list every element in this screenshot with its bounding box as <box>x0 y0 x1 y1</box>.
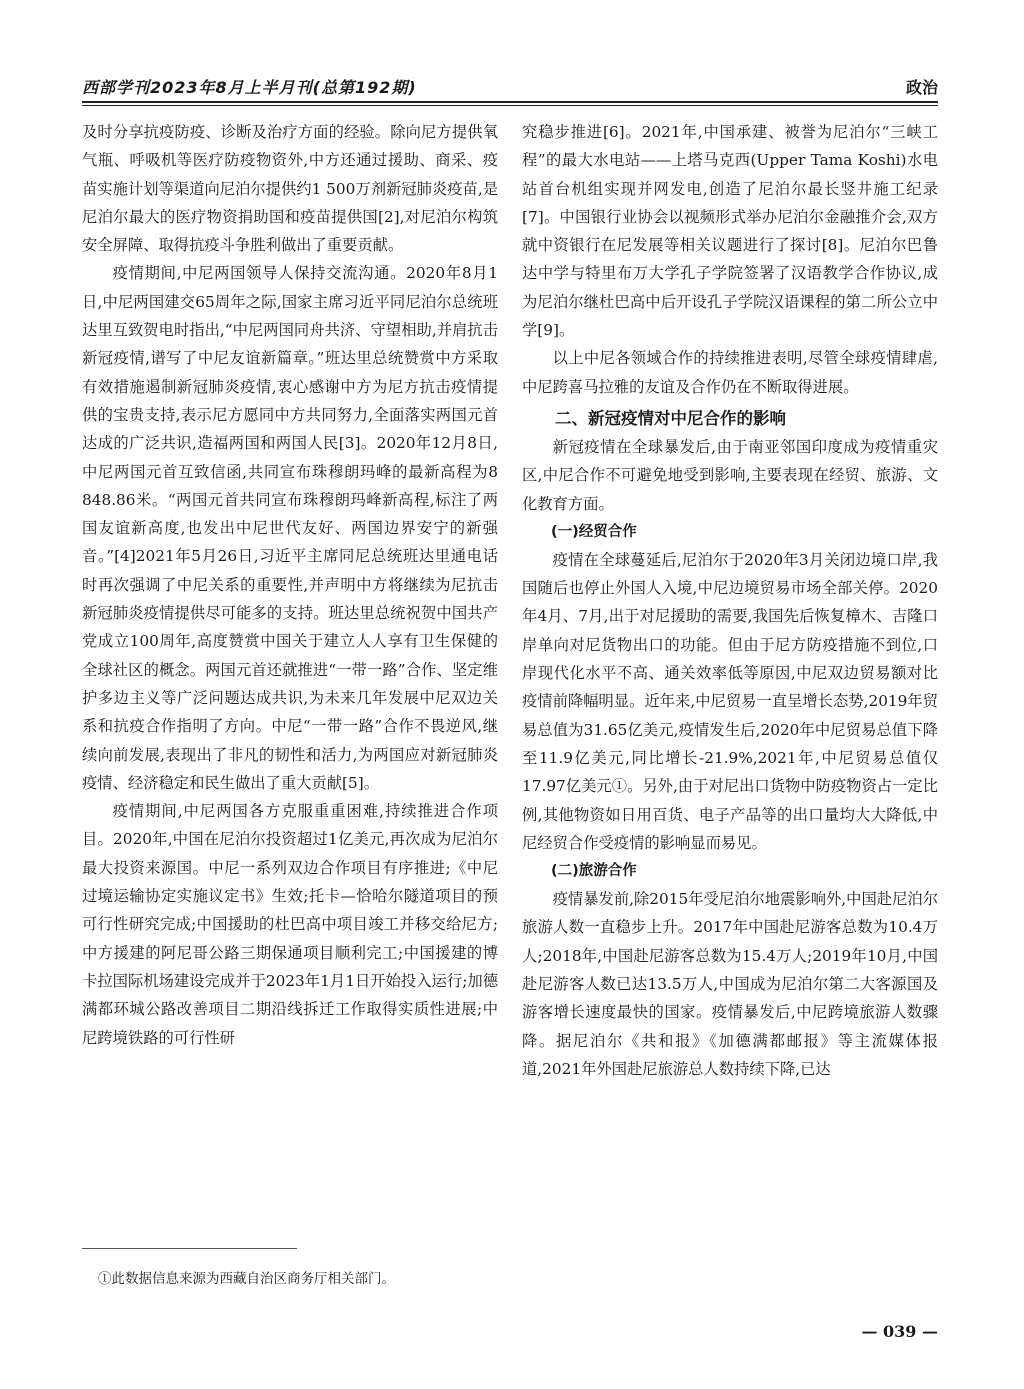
header-rule <box>82 101 938 103</box>
header-rule-thin <box>82 105 938 106</box>
section-label: 政治 <box>905 78 938 97</box>
paragraph: 究稳步推进[6]。2021年,中国承建、被誉为尼泊尔“三峡工程”的最大水电站——上塔马克西(Upper Tama Koshi)水电站首台机组实现并网发电,创造了尼泊尔最长竖井施工纪录[7]。中国银行业协会以视频形式举办尼泊尔金融推介会,双方就中资银行在尼发展等相关议题进行了探讨[8]。尼泊尔巴鲁达中学与特里布万大学孔子学院签署了汉语教学合作协议,成为尼泊尔继杜巴高中后开设孔子学院汉语课程的第二所公立中学[9]。 <box>522 123 938 340</box>
paragraph: 以上中尼各领域合作的持续推进表明,尽管全球疫情肆虐,中尼跨喜马拉雅的友谊及合作仍在不断取得进展。 <box>522 349 938 396</box>
paragraph: 疫情期间,中尼两国领导人保持交流沟通。2020年8月1日,中尼两国建交65周年之际,国家主席习近平同尼泊尔总统班达里互致贺电时指出,“中尼两国同舟共济、守望相助,并肩抗击新冠疫情,谱写了中尼友谊新篇章。”班达里总统赞赏中方采取有效措施遏制新冠肺炎疫情,衷心感谢中方为尼方抗击疫情提供的宝贵支持,表示尼方愿同中方共同努力,全面落实两国元首达成的广泛共识,造福两国和两国人民[3]。2020年12月8日,中尼两国元首互致信函,共同宣布珠穆朗玛峰的最新高程为8 848.86米。“两国元首共同宣布珠穆朗玛峰新高程,标注了两国友谊新高度,也发出中尼世代友好、两国边界安宁的新强音。”[4]2021年5月26日,习近平主席同尼总统班达里通电话时再次强调了中尼关系的重要性,并声明中方将继续为尼抗击新冠肺炎疫情提供尽可能多的支持。班达里总统祝贺中国共产党成立100周年,高度赞赏中国关于建立人人享有卫生保健的全球社区的概念。两国元首还就推进“一带一路”合作、坚定维护多边主义等广泛问题达成共识,为未来几年发展中尼双边关系和抗疫合作指明了方向。中尼“一带一路”合作不畏逆风,继续向前发展,表现出了非凡的韧性和活力,为两国应对新冠肺炎疫情、经济稳定和民生做出了重大贡献[5]。 <box>82 264 498 792</box>
paragraph: 新冠疫情在全球暴发后,由于南亚邻国印度成为疫情重灾区,中尼合作不可避免地受到影响,主要表现在经贸、旅游、文化教育方面。 <box>522 437 938 513</box>
paragraph: 疫情在全球蔓延后,尼泊尔于2020年3月关闭边境口岸,我国随后也停止外国人入境,中尼边境贸易市场全部关停。2020年4月、7月,出于对尼援助的需要,我国先后恢复樟木、吉隆口岸单向对尼货物出口的功能。但由于尼方防疫措施不到位,口岸现代化水平不高、通关效率低等原因,中尼双边贸易额对比疫情前降幅明显。近年来,中尼贸易一直呈增长态势,2019年贸易总值为31.65亿美元,疫情发生后,2020年中尼贸易总值下降至11.9亿美元,同比增长-21.9%,2021年,中尼贸易总值仅17.97亿美元①。另外,由于对尼出口货物中防疫物资占一定比例,其他物资如日用百货、电子产品等的出口量均大大降低,中尼经贸合作受疫情的影响显而易见。 <box>522 550 938 852</box>
paragraph: 疫情暴发前,除2015年受尼泊尔地震影响外,中国赴尼泊尔旅游人数一直稳步上升。2017年中国赴尼游客总数为10.4万人;2018年,中国赴尼游客总数为15.4万人;2019年10月,中国赴尼游客人数已达13.5万人,中国成为尼泊尔第二大客源国及游客增长速度最快的国家。疫情暴发后,中尼跨境旅游人数骤降。据尼泊尔《共和报》《加德满都邮报》等主流媒体报道,2021年外国赴尼旅游总人数持续下降,已达 <box>522 890 938 1078</box>
left-column <box>82 118 498 1052</box>
right-column <box>522 118 938 1083</box>
footnote: ①此数据信息来源为西藏自治区商务厅相关部门。 <box>98 1271 395 1287</box>
paragraph: 及时分享抗疫防疫、诊断及治疗方面的经验。除向尼方提供氧气瓶、呼吸机等医疗防疫物资外,中方还通过援助、商采、疫苗实施计划等渠道向尼泊尔提供约1 500万剂新冠肺炎疫苗,是尼泊尔最大的医疗物资捐助国和疫苗提供国[2],对尼泊尔构筑安全屏障、取得抗疫斗争胜利做出了重要贡献。 <box>82 123 498 255</box>
footnote-rule <box>82 1248 297 1249</box>
journal-title: 西部学刊2023年8月上半月刊(总第192期) <box>82 78 417 97</box>
section-heading: 二、新冠疫情对中尼合作的影响 <box>555 408 786 428</box>
subsection-heading-trade: (一)经贸合作 <box>551 523 637 540</box>
page-number: — 039 — <box>861 1322 938 1341</box>
paragraph: 疫情期间,中尼两国各方克服重重困难,持续推进合作项目。2020年,中国在尼泊尔投资超过1亿美元,再次成为尼泊尔最大投资来源国。中尼一系列双边合作项目有序推进;《中尼过境运输协定实施议定书》生效;托卡—恰哈尔隧道项目的预可行性研究完成;中国援助的杜巴高中项目竣工并移交给尼方;中方援建的阿尼哥公路三期保通项目顺利完工;中国援建的博卡拉国际机场建设完成并于2023年1月1日开始投入运行;加德满都环城公路改善项目二期沿线拆迁工作取得实质性进展;中尼跨境铁路的可行性研 <box>82 802 498 1047</box>
running-header <box>82 72 938 98</box>
subsection-heading-tourism: (二)旅游合作 <box>551 863 637 880</box>
